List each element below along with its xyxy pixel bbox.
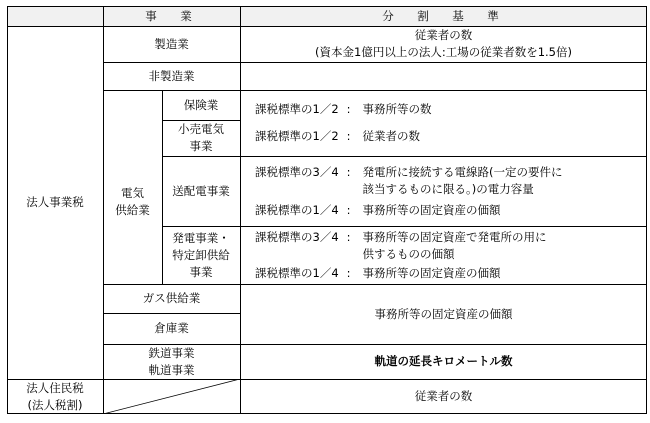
retail-line-1: 小売電気 — [178, 122, 224, 136]
criteria-railway: 軌道の延長キロメートル数 — [374, 354, 513, 368]
tax-corporate-resident — [7, 379, 103, 414]
business-gas: ガス供給業 — [142, 291, 201, 305]
divider-row — [103, 62, 647, 63]
divider-row — [162, 120, 240, 121]
generation-line-2: 特定卸供給 — [172, 247, 230, 262]
criteria-mfg-line-1: 従業者の数 — [414, 28, 473, 42]
header-criteria: 分 割 基 準 — [240, 6, 647, 26]
divider-col-1 — [103, 6, 104, 414]
railway-line-2: 軌道事業 — [148, 362, 195, 377]
criteria-row: 課税標準の1／4 : 事務所等の固定資産の価額 — [255, 265, 501, 280]
tax-resident-line-2: (法人税割) — [27, 397, 83, 412]
criteria-non-manufacturing-blank — [240, 62, 647, 90]
business-transmission: 送配電事業 — [172, 183, 230, 198]
divider-col-2 — [240, 6, 241, 414]
header-blank-cell — [7, 6, 103, 26]
tax-resident-line-1: 法人住民税 — [26, 380, 84, 395]
retail-line-2: 事業 — [189, 139, 213, 153]
criteria-transmission — [240, 156, 647, 226]
divider-row — [103, 90, 240, 91]
tax-corporate-enterprise: 法人事業税 — [26, 195, 84, 209]
criteria-generation — [240, 226, 647, 284]
generation-line-3: 事業 — [189, 264, 213, 279]
electricity-line-2: 供給業 — [115, 203, 150, 217]
electricity-line-1: 電気 — [121, 186, 144, 200]
divider-row — [7, 379, 647, 380]
criteria-row: 課税標準の1／4 : 事務所等の固定資産の価額 — [255, 202, 501, 217]
criteria-mfg-line-2: (資本金1億円以上の法人:工場の従業者数を1.5倍) — [315, 45, 572, 59]
divider-row — [162, 226, 647, 227]
divider-header — [7, 26, 647, 27]
criteria-manufacturing — [240, 26, 647, 62]
business-warehouse: 倉庫業 — [154, 321, 189, 335]
divider-row — [103, 313, 240, 314]
criteria-resident-tax: 従業者の数 — [414, 389, 473, 403]
criteria-non-manufacturing — [240, 90, 647, 156]
generation-line-1: 発電事業・ — [172, 230, 230, 245]
business-generation — [162, 226, 240, 284]
border-left — [7, 6, 8, 414]
criteria-gas-warehouse: 事務所等の固定資産の価額 — [374, 306, 513, 321]
business-retail-electricity — [162, 120, 240, 156]
divider-row — [103, 284, 647, 285]
apportionment-table — [7, 6, 647, 414]
business-manufacturing: 製造業 — [154, 36, 189, 51]
criteria-row: 課税標準の3／4 : 事務所等の固定資産で発電所の用に 供するものの価額 — [255, 229, 547, 261]
railway-line-1: 鉄道事業 — [148, 345, 195, 360]
criteria-row: 課税標準の1／2 : 従業者の数 — [255, 129, 421, 143]
business-electricity — [103, 120, 162, 284]
business-blank-diagonal — [103, 379, 240, 414]
divider-row — [162, 156, 647, 157]
business-railway — [103, 344, 240, 379]
header-business: 事 業 — [103, 6, 240, 26]
border-right — [646, 6, 647, 414]
criteria-row: 課税標準の1／2 : 事務所等の数 — [255, 102, 432, 116]
criteria-row: 課税標準の3／4 : 発電所に接続する電線路(一定の要件に 該当するものに限る。)の電力容量 — [255, 164, 563, 196]
business-insurance: 保険業 — [183, 97, 219, 112]
diagonal-slash — [103, 379, 240, 414]
divider-row — [240, 90, 647, 91]
divider-row — [103, 344, 647, 345]
business-non-manufacturing: 非製造業 — [148, 68, 195, 83]
